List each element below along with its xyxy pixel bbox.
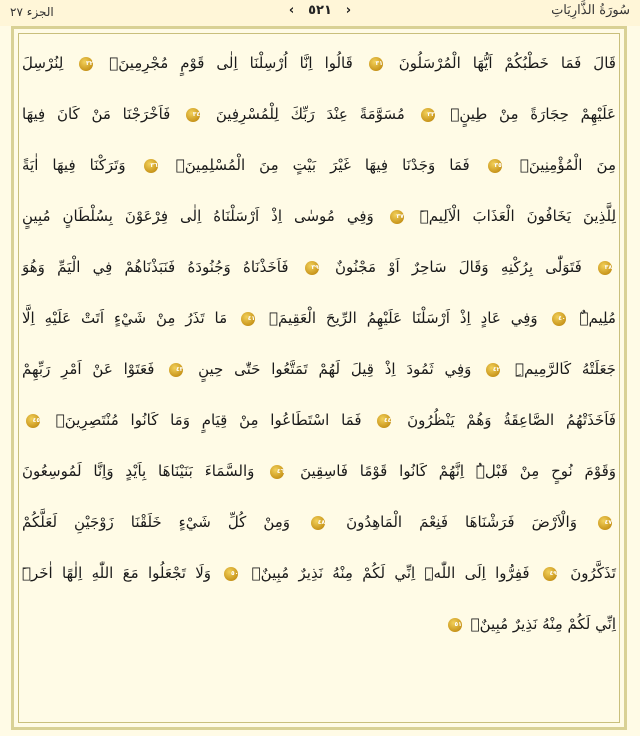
verse-text: وَالسَّمَاءَ بَنَيْنَاهَا بِاَيْدٍ وَاِنَّا لَمُوسِعُونَ xyxy=(22,462,255,480)
verse-text: فَمَا وَجَدْنَا فِيهَا غَيْرَ بَيْتٍ مِنَ الْمُسْلِمِينَۚ xyxy=(175,156,470,174)
verse-line xyxy=(22,297,616,339)
verse-text: لِنُرْسِلَ xyxy=(22,54,64,72)
verse-line xyxy=(22,246,616,288)
verse-text: مِنَ الْمُؤْمِنِينَۚ xyxy=(519,156,616,174)
ayah-number-marker: ٣٤ xyxy=(186,108,200,122)
verse-line xyxy=(22,144,616,186)
ayah-number-marker: ٣٢ xyxy=(79,57,93,71)
verse-text: وَفِي مُوسٰى اِذْ اَرْسَلْنَاهُ اِلٰى فِرْعَوْنَ بِسُلْطَانٍ مُبِينٍ xyxy=(22,207,374,225)
verse-text: مَا تَذَرُ مِنْ شَيْءٍ اَتَتْ عَلَيْهِ اِلَّا xyxy=(22,309,228,327)
surah-name: سُورَةُ الذَّارِيَاتِ xyxy=(551,3,630,18)
verse-line xyxy=(22,501,616,543)
verse-text: فَفِرُّوا اِلَى اللّٰهِۜ اِنِّي لَكُمْ مِنْهُ نَذِيرٌ مُبِينٌۚ xyxy=(251,564,530,582)
ayah-number-marker: ٤٥ xyxy=(26,414,40,428)
verse-text: قَالُوا اِنَّا اُرْسِلْنَا اِلٰى قَوْمٍ مُجْرِمِينَۙ xyxy=(109,54,353,72)
verse-line xyxy=(22,195,616,237)
ayah-number-marker: ٣٨ xyxy=(598,261,612,275)
verse-text: فَاَخَذْنَاهُ وَجُنُودَهُ فَنَبَذْنَاهُمْ فِي الْيَمِّ وَهُوَ xyxy=(22,258,289,276)
ayah-number-marker: ٤٩ xyxy=(543,567,557,581)
verse-line xyxy=(22,348,616,390)
juz-label: الجزء ٢٧ xyxy=(10,5,54,19)
ayah-number-marker: ٣٣ xyxy=(421,108,435,122)
verse-line xyxy=(22,93,616,135)
ayah-number-marker: ٤٤ xyxy=(377,414,391,428)
next-page-arrow-icon[interactable]: › xyxy=(345,3,352,18)
ayah-number-marker: ٤٣ xyxy=(169,363,183,377)
ayah-number-marker: ٤٨ xyxy=(311,516,325,530)
ayah-number-marker: ٣٦ xyxy=(144,159,158,173)
prev-page-arrow-icon[interactable]: ‹ xyxy=(288,3,295,18)
ayah-number-marker: ٣١ xyxy=(369,57,383,71)
ayah-number-marker: ٥١ xyxy=(448,618,462,632)
verse-line xyxy=(22,552,616,594)
ayah-number-marker: ٤٧ xyxy=(598,516,612,530)
page-navigation xyxy=(0,3,640,18)
verse-line xyxy=(22,603,616,645)
page-header xyxy=(0,0,640,26)
verse-text: وَفِي ثَمُودَ اِذْ قِيلَ لَهُمْ تَمَتَّعُوا حَتّٰى حِينٍ xyxy=(198,360,472,378)
ayah-number-marker: ٤٢ xyxy=(486,363,500,377)
verse-text: لِلَّذِينَ يَخَافُونَ الْعَذَابَ الْاَلِيمَۜ xyxy=(419,207,617,225)
verse-text: مُلِيمٌۜ xyxy=(579,309,616,327)
verse-text: فَتَوَلّٰى بِرُكْنِهِ وَقَالَ سَاحِرٌ اَوْ مَجْنُونٌ xyxy=(334,258,582,276)
verse-text: جَعَلَتْهُ كَالرَّمِيمِۜ xyxy=(515,360,616,378)
verse-text: تَذَكَّرُونَ xyxy=(570,564,616,582)
ayah-number-marker: ٣٧ xyxy=(390,210,404,224)
verse-text: فَاَخْرَجْنَا مَنْ كَانَ فِيهَا xyxy=(22,105,171,123)
verse-text: وَمِنْ كُلِّ شَيْءٍ خَلَقْنَا زَوْجَيْنِ لَعَلَّكُمْ xyxy=(22,513,291,531)
page-number: ٥٢١ xyxy=(308,3,332,18)
verse-text: فَعَتَوْا عَنْ اَمْرِ رَبِّهِمْ xyxy=(22,360,155,378)
ayah-number-marker: ٥٠ xyxy=(224,567,238,581)
verse-line xyxy=(22,399,616,441)
ayah-number-marker: ٣٩ xyxy=(305,261,319,275)
ayah-number-marker: ٤١ xyxy=(241,312,255,326)
verse-text: وَالْاَرْضَ فَرَشْنَاهَا فَنِعْمَ الْمَاهِدُونَ xyxy=(346,513,577,531)
verse-text: وَقَوْمَ نُوحٍ مِنْ قَبْلُۜ اِنَّهُمْ كَانُوا قَوْمًا فَاسِقِينَ xyxy=(300,462,617,480)
verse-line xyxy=(22,42,616,84)
verse-text: وَفِي عَادٍ اِذْ اَرْسَلْنَا عَلَيْهِمُ الرِّيحَ الْعَقِيمَۚ xyxy=(268,309,538,327)
verse-text: مُسَوَّمَةً عِنْدَ رَبِّكَ لِلْمُسْرِفِينَ xyxy=(215,105,405,123)
verse-text: فَاَخَذَتْهُمُ الصَّاعِقَةُ وَهُمْ يَنْظُرُونَ xyxy=(407,411,616,429)
verse-text: اِنِّي لَكُمْ مِنْهُ نَذِيرٌ مُبِينٌۚ xyxy=(470,615,616,633)
verse-line xyxy=(22,450,616,492)
ayah-number-marker: ٣٥ xyxy=(488,159,502,173)
ayah-number-marker: ٤٦ xyxy=(270,465,284,479)
verse-text: قَالَ فَمَا خَطْبُكُمْ اَيُّهَا الْمُرْسَلُونَ xyxy=(398,54,616,72)
ayah-number-marker: ٤٠ xyxy=(552,312,566,326)
verse-text: وَتَرَكْنَا فِيهَا اٰيَةً xyxy=(22,156,126,174)
verse-text: وَلَا تَجْعَلُوا مَعَ اللّٰهِ اِلٰهًا اٰخَرَۜ xyxy=(22,564,212,582)
verse-text: عَلَيْهِمْ حِجَارَةً مِنْ طِينٍۙ xyxy=(450,105,616,123)
verse-text: فَمَا اسْتَطَاعُوا مِنْ قِيَامٍ وَمَا كَانُوا مُنْتَصِرِينَۙ xyxy=(55,411,362,429)
